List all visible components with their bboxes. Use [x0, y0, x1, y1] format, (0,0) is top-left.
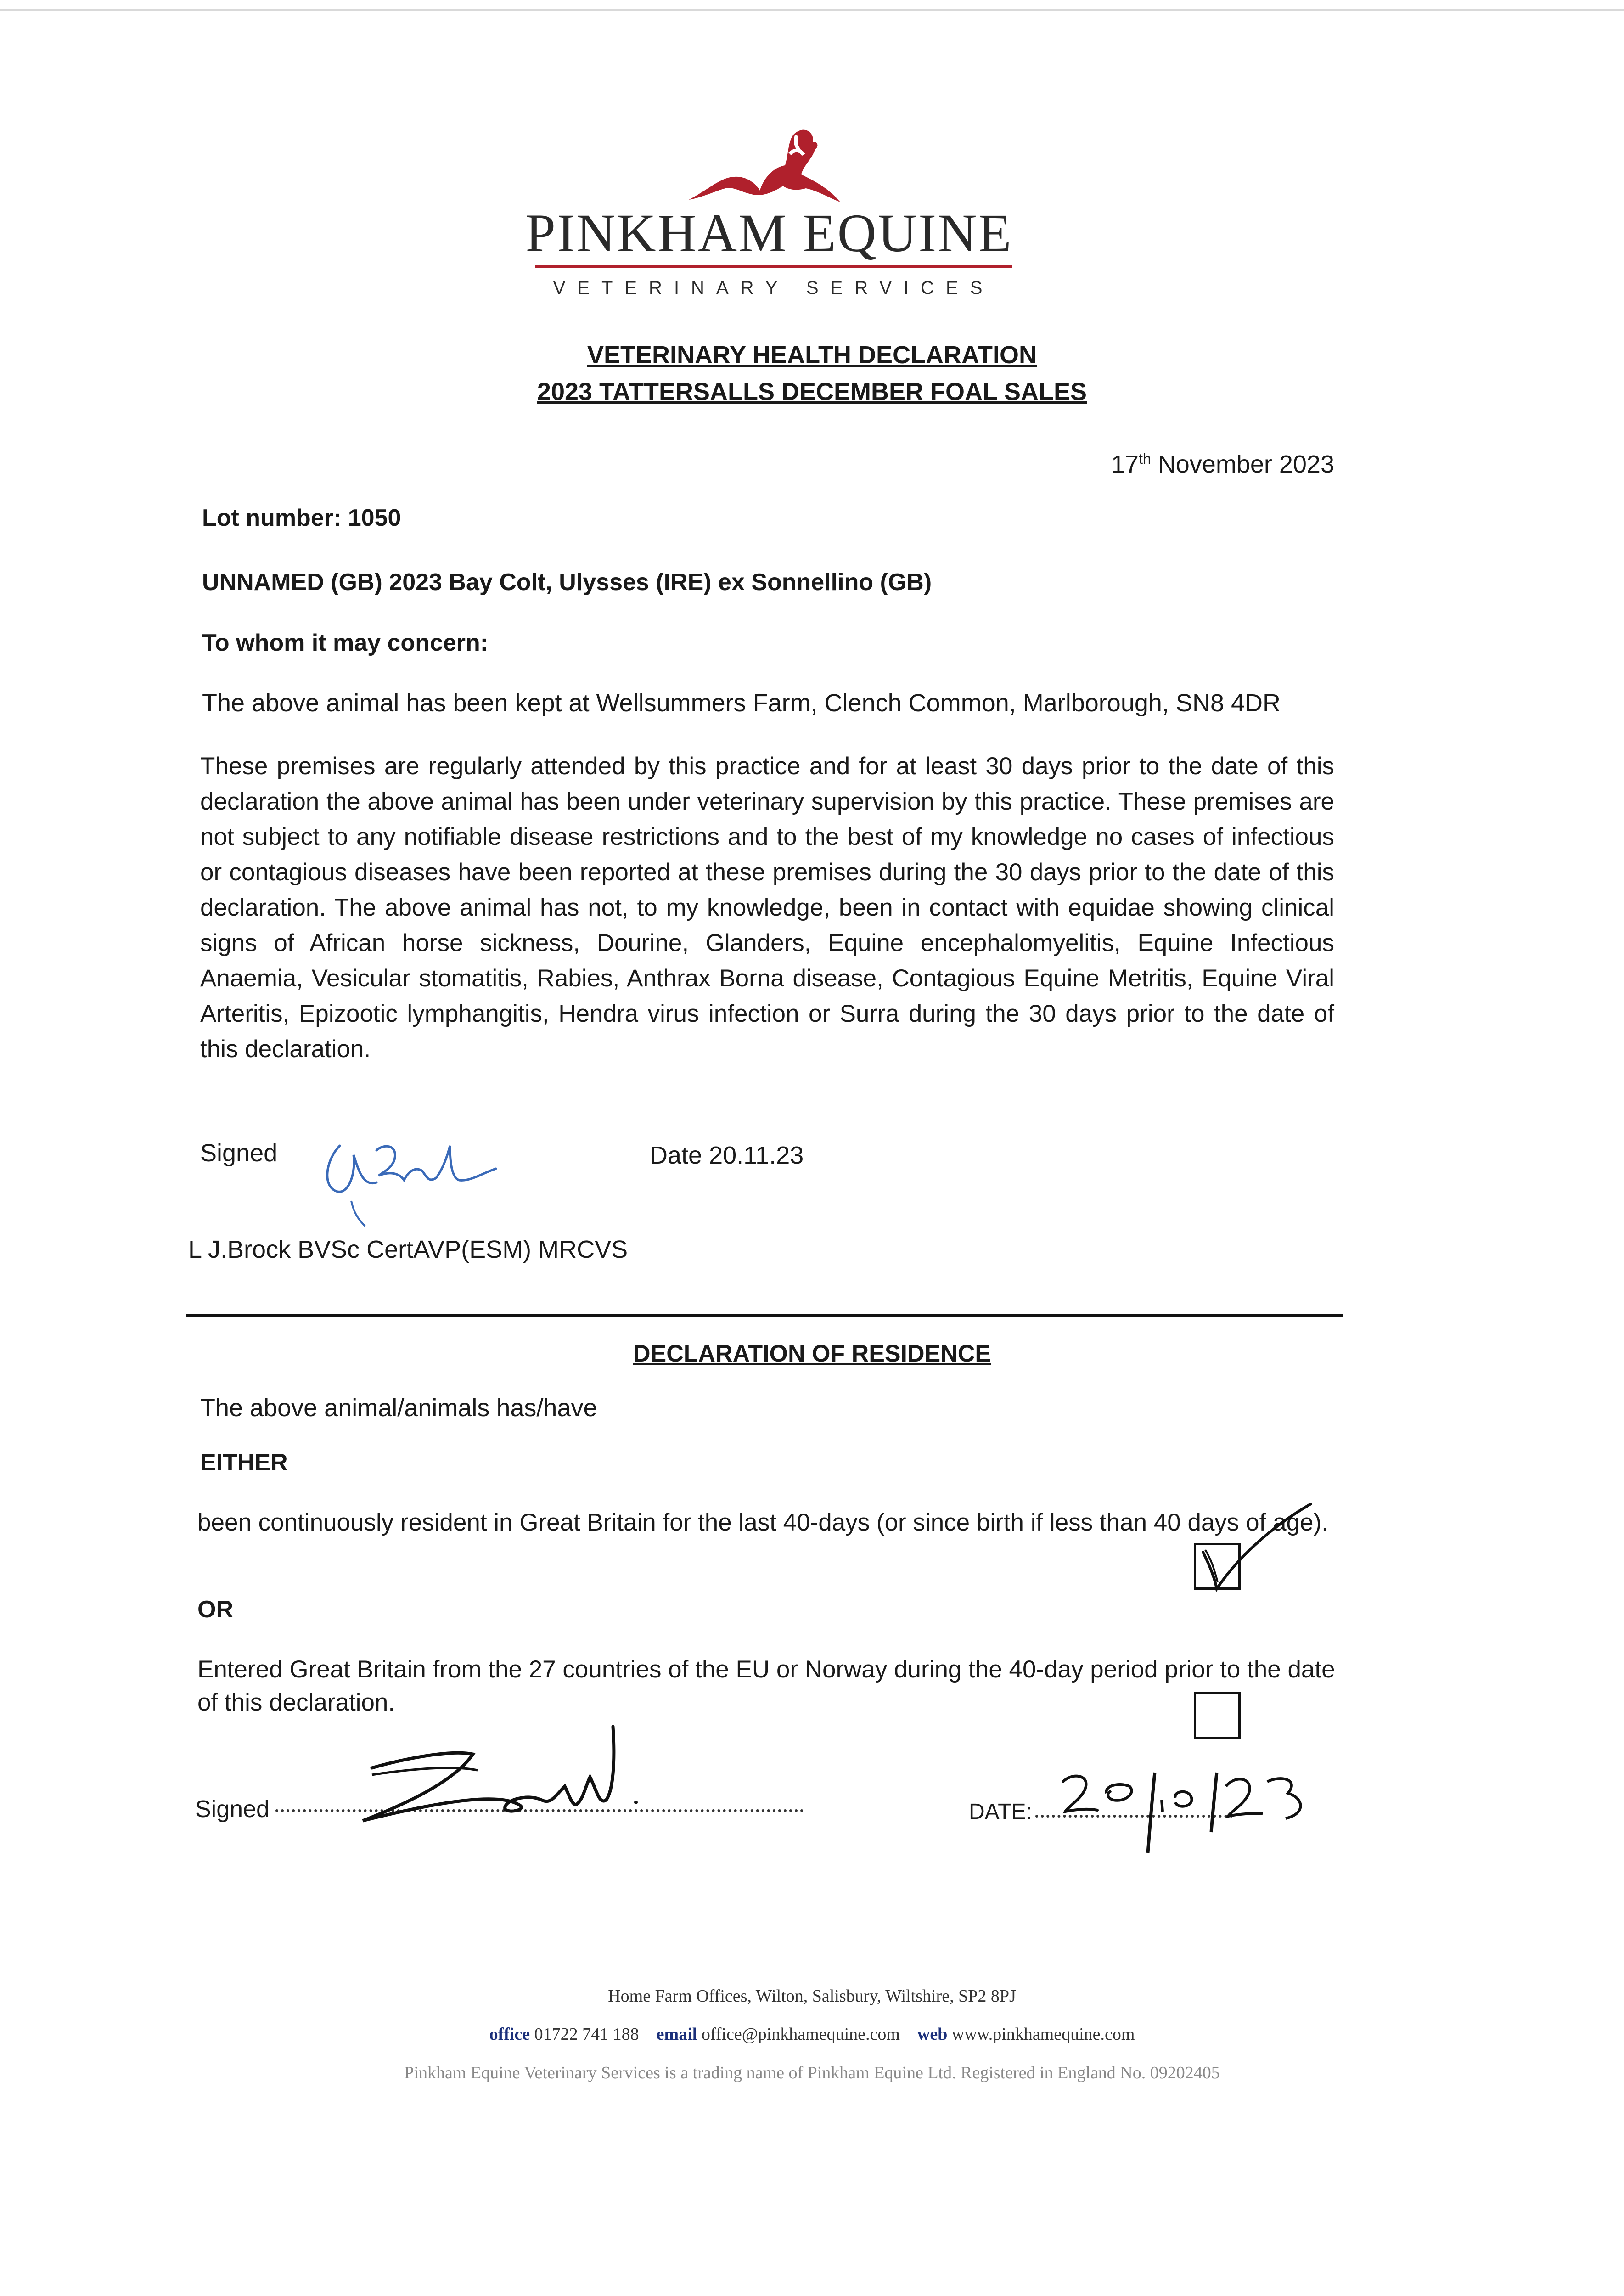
animal-description: UNNAMED (GB) 2023 Bay Colt, Ulysses (IRE) ex Sonnellino (GB): [202, 569, 932, 596]
either-label: EITHER: [200, 1449, 288, 1476]
vet-name: L J.Brock BVSc CertAVP(ESM) MRCVS: [188, 1236, 628, 1263]
vet-signature: [312, 1127, 505, 1233]
residence-option-2: Entered Great Britain from the 27 countries of the EU or Norway during the 40-day period prior to the date of this declaration.: [197, 1656, 1335, 1716]
handwritten-date: [1038, 1754, 1313, 1855]
logo-wordmark: PINKHAM EQUINE: [525, 203, 1013, 263]
footer-web-label: web: [917, 2025, 948, 2044]
footer-office-label: office: [489, 2025, 530, 2044]
declaration-paragraph: These premises are regularly attended by this practice and for at least 30 days prior to the date of this declaration the above animal has been under veterinary supervision by this practice. These premises are not subject to any notifiable disease restrictions and to the best of my knowledge no cases of infectious or contagious diseases have been reported at these premises during the 30 days prior to the date of this declaration. The above animal has not, to my knowledge, been in contact with equidae showing clinical signs of African horse sickness, Dourine, Glanders, Equine encephalomyelitis, Equine Infectious Anaemia, Vesicular stomatitis, Rabies, Anthrax Borna disease, Contagious Equine Metritis, Equine Viral Arteritis, Epizootic lymphangitis, Hendra virus infection or Surra during the 30 days prior to the date of this declaration.: [200, 753, 1334, 1063]
lot-number: Lot number: 1050: [202, 505, 401, 531]
logo-subtitle: VETERINARY SERVICES: [553, 278, 995, 298]
issue-date: [1111, 450, 1334, 478]
footer-email[interactable]: office@pinkhamequine.com: [701, 2025, 900, 2044]
checkmark-icon: [1189, 1502, 1313, 1593]
owner-signed-label: Signed: [195, 1796, 270, 1823]
footer-legal: Pinkham Equine Veterinary Services is a trading name of Pinkham Equine Ltd. Registered in England No. 09202405: [404, 2063, 1220, 2082]
issue-date-suffix: th: [1139, 450, 1151, 467]
footer-address: Home Farm Offices, Wilton, Salisbury, Wiltshire, SP2 8PJ: [608, 1986, 1016, 2006]
owner-signature: [335, 1690, 739, 1828]
footer-web[interactable]: www.pinkhamequine.com: [951, 2025, 1135, 2044]
footer-office-phone: 01722 741 188: [534, 2025, 639, 2044]
vet-signature-date: Date 20.11.23: [650, 1142, 804, 1169]
issue-date-day: 17: [1111, 450, 1139, 478]
or-label: OR: [197, 1596, 233, 1623]
doc-subtitle: 2023 TATTERSALLS DECEMBER FOAL SALES: [537, 378, 1087, 405]
doc-title: VETERINARY HEALTH DECLARATION: [587, 341, 1037, 369]
owner-date-label: DATE:: [969, 1800, 1032, 1824]
footer-email-label: email: [656, 2025, 697, 2044]
residence-title: DECLARATION OF RESIDENCE: [633, 1340, 991, 1367]
residence-intro: The above animal/animals has/have: [200, 1394, 597, 1422]
vet-signed-label: Signed: [200, 1139, 278, 1167]
logo-rule: [535, 265, 1012, 268]
issue-date-rest: November 2023: [1151, 450, 1334, 478]
option-2-checkbox[interactable]: [1194, 1692, 1241, 1739]
residence-option-1: been continuously resident in Great Britain for the last 40-days (or since birth if less than 40 days of age).: [197, 1509, 1328, 1536]
kept-at-statement: The above animal has been kept at Wellsummers Farm, Clench Common, Marlborough, SN8 4DR: [202, 689, 1281, 717]
scan-top-edge: [0, 9, 1624, 11]
section-divider: [186, 1314, 1343, 1317]
footer-contacts: [0, 2024, 1624, 2044]
salutation: To whom it may concern:: [202, 630, 489, 656]
